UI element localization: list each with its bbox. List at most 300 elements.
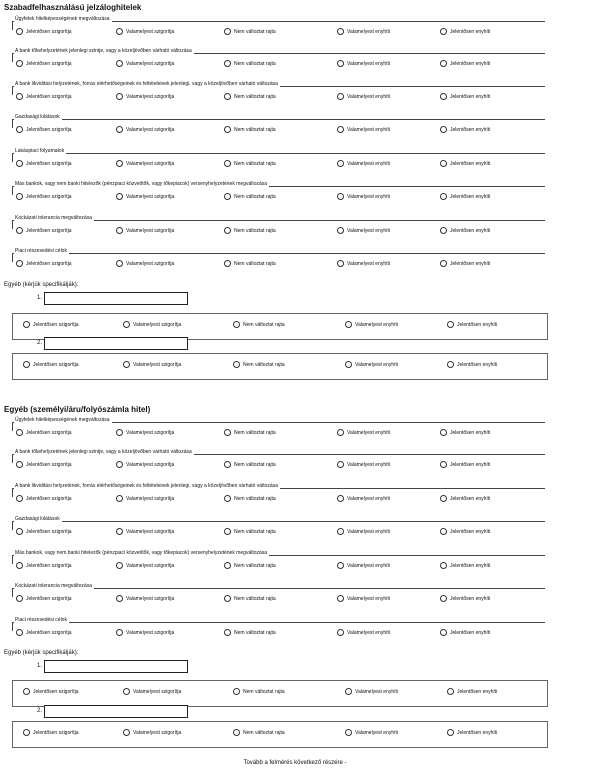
radio-option-2[interactable] xyxy=(224,160,276,167)
radio-option-3[interactable] xyxy=(337,93,390,100)
radio-option-1[interactable] xyxy=(116,461,174,468)
radio-circle-icon[interactable] xyxy=(116,126,123,133)
radio-option-4[interactable] xyxy=(440,461,490,468)
radio-circle-icon[interactable] xyxy=(345,729,352,736)
radio-option-1[interactable] xyxy=(116,126,174,133)
radio-circle-icon[interactable] xyxy=(337,193,344,200)
radio-option-0[interactable] xyxy=(16,260,72,267)
radio-option-2[interactable] xyxy=(233,361,285,368)
radio-circle-icon[interactable] xyxy=(440,193,447,200)
radio-option-label: Jelentősen szigorítja xyxy=(26,429,72,436)
question-group xyxy=(12,516,545,540)
radio-option-label: Valamelyest enyhíti xyxy=(347,93,390,100)
question-label: A bank tőkehelyzetének jelenlegi szintje, vagy a közeljövőben várható változása xyxy=(15,48,192,54)
radio-circle-icon[interactable] xyxy=(345,321,352,328)
radio-circle-icon[interactable] xyxy=(16,28,23,35)
other-input-1a[interactable] xyxy=(44,292,188,305)
radio-option-label: Valamelyest szigorítja xyxy=(126,60,175,67)
question-group xyxy=(12,483,545,507)
group-divider xyxy=(12,622,545,623)
radio-option-1[interactable] xyxy=(116,28,174,35)
radio-option-label: Jelentősen enyhíti xyxy=(450,595,491,602)
radio-circle-icon[interactable] xyxy=(16,461,23,468)
radio-option-label: Valamelyest szigorítja xyxy=(133,321,182,328)
radio-option-4[interactable] xyxy=(440,562,490,569)
radio-option-label: Valamelyest szigorítja xyxy=(126,260,175,267)
radio-option-3[interactable] xyxy=(337,126,390,133)
radio-circle-icon[interactable] xyxy=(116,528,123,535)
radio-option-1[interactable] xyxy=(116,629,174,636)
radio-option-label: Valamelyest enyhíti xyxy=(347,461,390,468)
radio-option-label: Jelentősen szigorítja xyxy=(26,528,72,535)
radio-option-3[interactable] xyxy=(337,595,390,602)
radio-option-label: Jelentősen enyhíti xyxy=(450,495,491,502)
radio-option-label: Jelentősen enyhíti xyxy=(450,461,491,468)
radio-option-label: Valamelyest szigorítja xyxy=(126,193,175,200)
question-label: Ügyfelek hitelképességének megváltozása xyxy=(15,16,110,22)
radio-option-label: Valamelyest enyhíti xyxy=(347,629,390,636)
radio-option-4[interactable] xyxy=(440,60,490,67)
radio-circle-icon[interactable] xyxy=(337,528,344,535)
question-group xyxy=(12,449,545,473)
radio-circle-icon[interactable] xyxy=(16,429,23,436)
radio-option-label: Valamelyest szigorítja xyxy=(126,629,175,636)
radio-option-1[interactable] xyxy=(116,595,174,602)
radio-circle-icon[interactable] xyxy=(233,361,240,368)
radio-option-4[interactable] xyxy=(440,160,490,167)
radio-option-label: Jelentősen szigorítja xyxy=(26,60,72,67)
radio-option-3[interactable] xyxy=(337,260,390,267)
radio-circle-icon[interactable] xyxy=(224,227,231,234)
radio-option-label: Valamelyest enyhíti xyxy=(347,160,390,167)
radio-circle-icon[interactable] xyxy=(224,28,231,35)
radio-option-4[interactable] xyxy=(440,429,490,436)
radio-circle-icon[interactable] xyxy=(224,126,231,133)
radio-circle-icon[interactable] xyxy=(16,562,23,569)
radio-option-label: Jelentősen szigorítja xyxy=(26,28,72,35)
radio-option-4[interactable] xyxy=(447,361,497,368)
radio-option-label: Jelentősen szigorítja xyxy=(26,461,72,468)
radio-option-4[interactable] xyxy=(447,729,497,736)
group-divider xyxy=(12,521,545,522)
radio-option-1[interactable] xyxy=(123,688,181,695)
radio-option-label: Nem változtat rajta xyxy=(234,629,276,636)
radio-circle-icon[interactable] xyxy=(116,28,123,35)
radio-option-label: Jelentősen enyhíti xyxy=(450,60,491,67)
radio-option-3[interactable] xyxy=(337,193,390,200)
radio-option-label: Valamelyest enyhíti xyxy=(347,28,390,35)
question-group xyxy=(12,148,545,172)
question-group xyxy=(12,583,545,607)
radio-option-1[interactable] xyxy=(116,93,174,100)
question-label: Kockázati tolerancia megváltozása xyxy=(15,215,92,221)
question-group xyxy=(12,550,545,574)
next-section-link[interactable]: Tovább a felmérés következő részére - xyxy=(243,760,347,766)
radio-option-label: Nem változtat rajta xyxy=(234,126,276,133)
radio-circle-icon[interactable] xyxy=(447,321,454,328)
radio-option-1[interactable] xyxy=(116,562,174,569)
radio-option-label: Valamelyest enyhíti xyxy=(347,193,390,200)
radio-option-3[interactable] xyxy=(337,461,390,468)
radio-option-3[interactable] xyxy=(337,495,390,502)
radio-option-label: Jelentősen szigorítja xyxy=(33,729,79,736)
radio-circle-icon[interactable] xyxy=(440,495,447,502)
radio-circle-icon[interactable] xyxy=(16,193,23,200)
radio-circle-icon[interactable] xyxy=(440,28,447,35)
radio-circle-icon[interactable] xyxy=(447,688,454,695)
radio-option-3[interactable] xyxy=(337,60,390,67)
radio-circle-icon[interactable] xyxy=(337,461,344,468)
radio-circle-icon[interactable] xyxy=(440,461,447,468)
radio-option-3[interactable] xyxy=(337,28,390,35)
radio-option-label: Jelentősen enyhíti xyxy=(450,227,491,234)
radio-option-1[interactable] xyxy=(123,321,181,328)
radio-option-label: Jelentősen szigorítja xyxy=(33,688,79,695)
radio-circle-icon[interactable] xyxy=(233,688,240,695)
radio-option-label: Valamelyest szigorítja xyxy=(126,160,175,167)
radio-option-0[interactable] xyxy=(16,461,72,468)
question-group xyxy=(12,81,545,105)
radio-circle-icon[interactable] xyxy=(337,495,344,502)
radio-row xyxy=(19,321,559,331)
radio-option-4[interactable] xyxy=(440,629,490,636)
radio-option-label: Nem változtat rajta xyxy=(234,227,276,234)
radio-circle-icon[interactable] xyxy=(337,160,344,167)
radio-circle-icon[interactable] xyxy=(116,93,123,100)
question-label: Piaci részesedési célok xyxy=(15,617,67,623)
other-input-2b[interactable] xyxy=(44,705,188,718)
radio-option-0[interactable] xyxy=(16,126,72,133)
radio-option-2[interactable] xyxy=(224,193,276,200)
radio-circle-icon[interactable] xyxy=(224,495,231,502)
other-box-2b xyxy=(12,721,548,748)
radio-option-0[interactable] xyxy=(16,528,72,535)
radio-option-label: Valamelyest szigorítja xyxy=(126,93,175,100)
radio-option-label: Jelentősen enyhíti xyxy=(450,528,491,535)
radio-row xyxy=(12,629,552,639)
radio-circle-icon[interactable] xyxy=(440,562,447,569)
other-label-2: Egyéb (kérjük specifikálják): xyxy=(4,650,79,656)
radio-circle-icon[interactable] xyxy=(224,60,231,67)
radio-circle-icon[interactable] xyxy=(224,160,231,167)
radio-row xyxy=(12,93,552,103)
radio-option-2[interactable] xyxy=(224,93,276,100)
radio-option-label: Nem változtat rajta xyxy=(243,688,285,695)
radio-option-0[interactable] xyxy=(16,227,72,234)
radio-circle-icon[interactable] xyxy=(440,93,447,100)
radio-option-label: Valamelyest enyhíti xyxy=(347,260,390,267)
radio-circle-icon[interactable] xyxy=(337,260,344,267)
radio-option-3[interactable] xyxy=(345,688,398,695)
question-label: Lakáspiaci folyamatok xyxy=(15,148,65,154)
other-box-2a xyxy=(12,680,548,707)
radio-option-0[interactable] xyxy=(16,28,72,35)
radio-circle-icon[interactable] xyxy=(16,126,23,133)
question-label: A bank likviditási helyzetének, forrás elérhetőségeinek és feltételeinek jelenlegi, vagy a közeljövőben várható változása xyxy=(15,483,278,489)
radio-option-0[interactable] xyxy=(23,729,79,736)
radio-option-label: Valamelyest szigorítja xyxy=(126,562,175,569)
radio-circle-icon[interactable] xyxy=(440,429,447,436)
radio-circle-icon[interactable] xyxy=(440,595,447,602)
radio-circle-icon[interactable] xyxy=(116,595,123,602)
radio-circle-icon[interactable] xyxy=(16,260,23,267)
radio-circle-icon[interactable] xyxy=(116,429,123,436)
other-box-1b xyxy=(12,353,548,380)
radio-option-2[interactable] xyxy=(233,321,285,328)
radio-option-label: Jelentősen szigorítja xyxy=(26,93,72,100)
radio-option-4[interactable] xyxy=(447,688,497,695)
radio-option-label: Jelentősen enyhíti xyxy=(450,260,491,267)
num-label-1a: 1. xyxy=(37,295,43,301)
radio-option-1[interactable] xyxy=(116,260,174,267)
radio-circle-icon[interactable] xyxy=(16,629,23,636)
radio-option-2[interactable] xyxy=(224,60,276,67)
radio-option-2[interactable] xyxy=(233,688,285,695)
radio-option-label: Nem változtat rajta xyxy=(234,528,276,535)
radio-option-2[interactable] xyxy=(233,729,285,736)
radio-circle-icon[interactable] xyxy=(116,160,123,167)
radio-circle-icon[interactable] xyxy=(337,629,344,636)
radio-option-4[interactable] xyxy=(440,260,490,267)
radio-circle-icon[interactable] xyxy=(224,260,231,267)
radio-circle-icon[interactable] xyxy=(337,126,344,133)
radio-circle-icon[interactable] xyxy=(23,321,30,328)
radio-option-3[interactable] xyxy=(345,321,398,328)
radio-option-1[interactable] xyxy=(123,729,181,736)
radio-option-2[interactable] xyxy=(224,495,276,502)
radio-circle-icon[interactable] xyxy=(224,528,231,535)
radio-option-0[interactable] xyxy=(16,429,72,436)
radio-circle-icon[interactable] xyxy=(224,595,231,602)
question-group xyxy=(12,617,545,641)
radio-option-0[interactable] xyxy=(16,60,72,67)
radio-row xyxy=(12,528,552,538)
radio-circle-icon[interactable] xyxy=(447,361,454,368)
radio-option-0[interactable] xyxy=(23,688,79,695)
radio-circle-icon[interactable] xyxy=(345,361,352,368)
question-label: Más bankok, vagy nem banki hitelezők (pénzpiaci közvetítők, vagy tőkepiacok) versenyhelyzetének megváltozása xyxy=(15,181,268,187)
radio-option-3[interactable] xyxy=(337,528,390,535)
radio-circle-icon[interactable] xyxy=(224,93,231,100)
radio-circle-icon[interactable] xyxy=(440,227,447,234)
radio-circle-icon[interactable] xyxy=(123,688,130,695)
radio-option-2[interactable] xyxy=(224,562,276,569)
radio-option-3[interactable] xyxy=(337,160,390,167)
radio-option-4[interactable] xyxy=(440,227,490,234)
other-input-1b[interactable] xyxy=(44,337,188,350)
num-label-2b: 2. xyxy=(37,708,43,714)
radio-circle-icon[interactable] xyxy=(116,60,123,67)
radio-option-1[interactable] xyxy=(116,528,174,535)
radio-circle-icon[interactable] xyxy=(116,193,123,200)
radio-option-0[interactable] xyxy=(16,193,72,200)
radio-option-label: Jelentősen szigorítja xyxy=(26,126,72,133)
radio-circle-icon[interactable] xyxy=(16,528,23,535)
radio-circle-icon[interactable] xyxy=(337,60,344,67)
radio-circle-icon[interactable] xyxy=(116,562,123,569)
radio-circle-icon[interactable] xyxy=(23,361,30,368)
radio-circle-icon[interactable] xyxy=(16,93,23,100)
radio-option-1[interactable] xyxy=(116,227,174,234)
radio-option-label: Valamelyest enyhíti xyxy=(355,688,398,695)
radio-option-1[interactable] xyxy=(116,429,174,436)
radio-circle-icon[interactable] xyxy=(23,729,30,736)
radio-circle-icon[interactable] xyxy=(116,461,123,468)
radio-option-1[interactable] xyxy=(116,60,174,67)
radio-option-0[interactable] xyxy=(16,495,72,502)
radio-option-1[interactable] xyxy=(123,361,181,368)
radio-option-label: Jelentősen enyhíti xyxy=(457,688,498,695)
question-label: A bank tőkehelyzetének jelenlegi szintje, vagy a közeljövőben várható változása xyxy=(15,449,192,455)
radio-option-label: Valamelyest szigorítja xyxy=(133,688,182,695)
radio-circle-icon[interactable] xyxy=(123,361,130,368)
radio-option-label: Valamelyest enyhíti xyxy=(355,729,398,736)
question-label: Piaci részesedési célok xyxy=(15,248,67,254)
radio-option-2[interactable] xyxy=(224,629,276,636)
radio-option-label: Nem változtat rajta xyxy=(234,461,276,468)
radio-option-label: Valamelyest enyhíti xyxy=(347,495,390,502)
radio-option-2[interactable] xyxy=(224,461,276,468)
radio-option-4[interactable] xyxy=(440,495,490,502)
num-label-1b: 2. xyxy=(37,340,43,346)
radio-circle-icon[interactable] xyxy=(16,227,23,234)
radio-circle-icon[interactable] xyxy=(337,562,344,569)
radio-row xyxy=(12,260,552,270)
radio-option-1[interactable] xyxy=(116,495,174,502)
radio-option-2[interactable] xyxy=(224,260,276,267)
radio-option-label: Jelentősen szigorítja xyxy=(26,160,72,167)
radio-circle-icon[interactable] xyxy=(337,227,344,234)
radio-option-2[interactable] xyxy=(224,528,276,535)
radio-option-4[interactable] xyxy=(440,28,490,35)
question-label: Gazdasági kilátások xyxy=(15,516,60,522)
radio-option-label: Nem változtat rajta xyxy=(234,595,276,602)
radio-option-label: Valamelyest enyhíti xyxy=(347,429,390,436)
radio-option-1[interactable] xyxy=(116,193,174,200)
radio-circle-icon[interactable] xyxy=(224,461,231,468)
radio-circle-icon[interactable] xyxy=(116,495,123,502)
radio-option-0[interactable] xyxy=(16,160,72,167)
other-input-2a[interactable] xyxy=(44,660,188,673)
radio-option-2[interactable] xyxy=(224,227,276,234)
radio-circle-icon[interactable] xyxy=(440,60,447,67)
radio-option-3[interactable] xyxy=(337,562,390,569)
radio-option-label: Valamelyest enyhíti xyxy=(355,361,398,368)
radio-option-0[interactable] xyxy=(16,629,72,636)
radio-circle-icon[interactable] xyxy=(123,729,130,736)
radio-circle-icon[interactable] xyxy=(116,227,123,234)
radio-circle-icon[interactable] xyxy=(16,595,23,602)
radio-option-0[interactable] xyxy=(16,562,72,569)
radio-option-4[interactable] xyxy=(440,126,490,133)
radio-option-4[interactable] xyxy=(440,193,490,200)
radio-circle-icon[interactable] xyxy=(440,528,447,535)
radio-option-3[interactable] xyxy=(337,429,390,436)
radio-circle-icon[interactable] xyxy=(116,629,123,636)
radio-option-label: Valamelyest enyhíti xyxy=(347,562,390,569)
radio-option-0[interactable] xyxy=(16,93,72,100)
radio-option-2[interactable] xyxy=(224,429,276,436)
radio-option-2[interactable] xyxy=(224,595,276,602)
radio-option-label: Valamelyest enyhíti xyxy=(347,595,390,602)
radio-option-label: Nem változtat rajta xyxy=(243,729,285,736)
radio-option-label: Valamelyest enyhíti xyxy=(347,126,390,133)
radio-circle-icon[interactable] xyxy=(337,28,344,35)
radio-circle-icon[interactable] xyxy=(224,429,231,436)
radio-circle-icon[interactable] xyxy=(16,160,23,167)
radio-circle-icon[interactable] xyxy=(123,321,130,328)
radio-option-label: Nem változtat rajta xyxy=(234,562,276,569)
radio-circle-icon[interactable] xyxy=(440,260,447,267)
radio-circle-icon[interactable] xyxy=(440,629,447,636)
question-label: A bank likviditási helyzetének, forrás elérhetőségeinek és feltételeinek jelenlegi, vagy a közeljövőben várható változása xyxy=(15,81,278,87)
radio-option-3[interactable] xyxy=(345,361,398,368)
radio-circle-icon[interactable] xyxy=(337,93,344,100)
other-box-1a xyxy=(12,313,548,340)
radio-row xyxy=(12,160,552,170)
radio-circle-icon[interactable] xyxy=(233,729,240,736)
radio-option-3[interactable] xyxy=(337,629,390,636)
radio-option-4[interactable] xyxy=(440,93,490,100)
radio-option-label: Jelentősen enyhíti xyxy=(457,361,498,368)
radio-circle-icon[interactable] xyxy=(224,193,231,200)
radio-circle-icon[interactable] xyxy=(224,562,231,569)
radio-option-4[interactable] xyxy=(440,528,490,535)
group-divider xyxy=(12,253,545,254)
radio-circle-icon[interactable] xyxy=(440,126,447,133)
radio-circle-icon[interactable] xyxy=(23,688,30,695)
radio-row xyxy=(12,461,552,471)
radio-circle-icon[interactable] xyxy=(447,729,454,736)
radio-row xyxy=(12,193,552,203)
radio-option-4[interactable] xyxy=(440,595,490,602)
question-group xyxy=(12,16,545,40)
radio-circle-icon[interactable] xyxy=(224,629,231,636)
radio-option-label: Jelentősen enyhíti xyxy=(450,429,491,436)
radio-circle-icon[interactable] xyxy=(337,595,344,602)
radio-option-label: Jelentősen szigorítja xyxy=(26,495,72,502)
radio-option-0[interactable] xyxy=(23,321,79,328)
radio-option-label: Nem változtat rajta xyxy=(243,321,285,328)
radio-circle-icon[interactable] xyxy=(16,60,23,67)
radio-circle-icon[interactable] xyxy=(116,260,123,267)
radio-row xyxy=(19,688,559,698)
radio-option-2[interactable] xyxy=(224,28,276,35)
question-label: Kockázati tolerancia megváltozása xyxy=(15,583,92,589)
radio-row xyxy=(12,28,552,38)
radio-option-label: Nem változtat rajta xyxy=(234,193,276,200)
radio-option-0[interactable] xyxy=(16,595,72,602)
radio-row xyxy=(12,595,552,605)
radio-circle-icon[interactable] xyxy=(337,429,344,436)
radio-option-0[interactable] xyxy=(23,361,79,368)
radio-circle-icon[interactable] xyxy=(440,160,447,167)
radio-option-label: Jelentősen enyhíti xyxy=(450,193,491,200)
question-group xyxy=(12,114,545,138)
radio-circle-icon[interactable] xyxy=(233,321,240,328)
radio-option-label: Nem változtat rajta xyxy=(234,28,276,35)
radio-circle-icon[interactable] xyxy=(345,688,352,695)
radio-option-label: Jelentősen szigorítja xyxy=(26,193,72,200)
radio-circle-icon[interactable] xyxy=(16,495,23,502)
radio-option-2[interactable] xyxy=(224,126,276,133)
num-label-2a: 1. xyxy=(37,663,43,669)
radio-option-1[interactable] xyxy=(116,160,174,167)
radio-option-4[interactable] xyxy=(447,321,497,328)
radio-option-label: Valamelyest szigorítja xyxy=(126,495,175,502)
radio-option-3[interactable] xyxy=(337,227,390,234)
radio-option-3[interactable] xyxy=(345,729,398,736)
